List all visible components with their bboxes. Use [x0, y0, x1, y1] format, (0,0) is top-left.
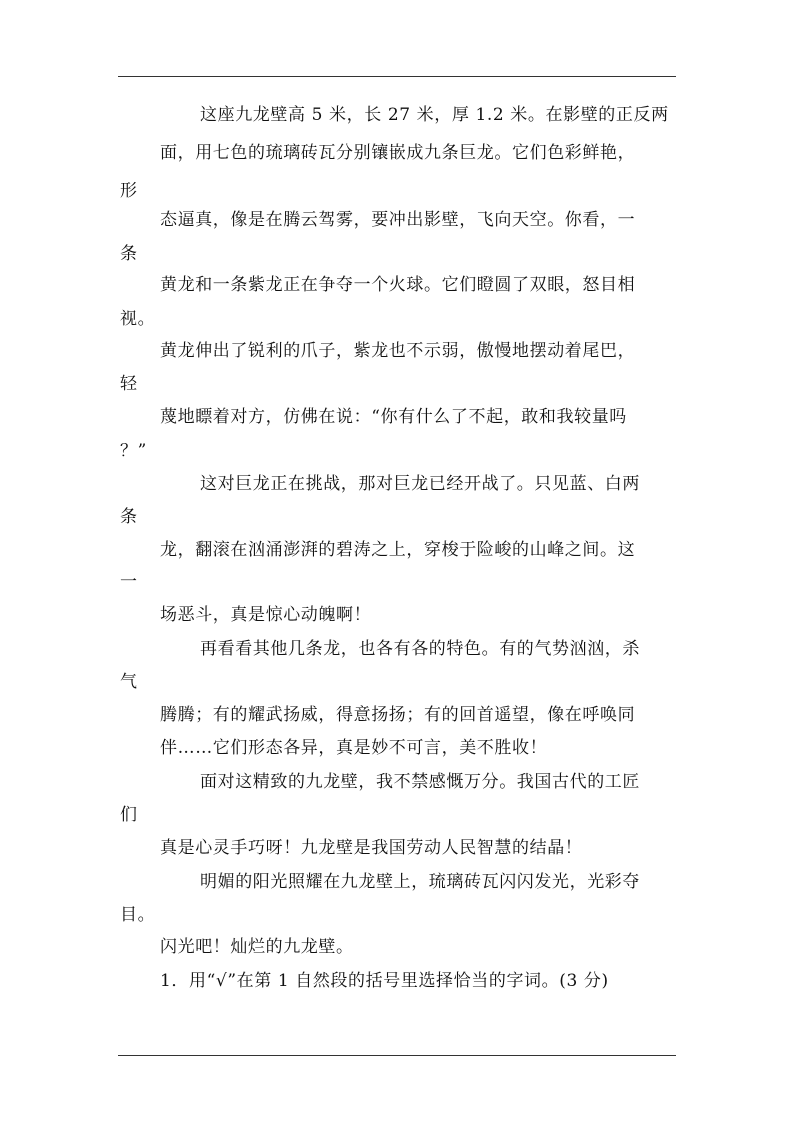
- text-line: 目。: [120, 905, 156, 925]
- text-line: 条: [120, 507, 138, 527]
- text-line: 这座九龙壁高 5 米，长 27 米，厚 1.2 米。在影壁的正反两: [200, 105, 669, 125]
- text-line: 轻: [120, 374, 138, 394]
- footer-rule: [118, 1055, 676, 1056]
- text-line: 伴……它们形态各异，真是妙不可言，美不胜收！: [160, 738, 548, 758]
- text-line: 们: [120, 805, 138, 825]
- text-line: 闪光吧！灿烂的九龙壁。: [160, 937, 354, 957]
- text-line: 场恶斗，真是惊心动魄啊！: [160, 605, 372, 625]
- text-line: 龙，翻滚在汹涌澎湃的碧涛之上，穿梭于险峻的山峰之间。这: [160, 540, 636, 560]
- text-line: 态逼真，像是在腾云驾雾，要冲出影壁，飞向天空。你看，一: [160, 210, 636, 230]
- text-line: 一: [120, 572, 138, 592]
- text-line: 黄龙和一条紫龙正在争夺一个火球。它们瞪圆了双眼，怒目相: [160, 275, 636, 295]
- text-line: 面，用七色的琉璃砖瓦分别镶嵌成九条巨龙。它们色彩鲜艳，: [160, 143, 636, 163]
- text-line: 这对巨龙正在挑战，那对巨龙已经开战了。只见蓝、白两: [200, 474, 640, 494]
- text-line: 条: [120, 244, 138, 264]
- text-line: 气: [120, 672, 138, 692]
- text-line: 形: [120, 181, 138, 201]
- text-line: 明媚的阳光照耀在九龙壁上，琉璃砖瓦闪闪发光，光彩夺: [200, 872, 640, 892]
- text-line: 蔑地瞟着对方，仿佛在说：“你有什么了不起，敢和我较量吗: [160, 407, 627, 427]
- text-line: 黄龙伸出了锐利的爪子，紫龙也不示弱，傲慢地摆动着尾巴，: [160, 341, 636, 361]
- question-1: 1．用“√”在第 1 自然段的括号里选择恰当的字词。(3 分): [160, 971, 609, 991]
- text-line: ？”: [120, 441, 147, 461]
- text-line: 再看看其他几条龙，也各有各的特色。有的气势汹汹，杀: [200, 639, 640, 659]
- text-line: 腾腾；有的耀武扬威，得意扬扬；有的回首遥望，像在呼唤同: [160, 705, 636, 725]
- header-rule: [118, 76, 676, 77]
- text-line: 面对这精致的九龙壁，我不禁感慨万分。我国古代的工匠: [200, 772, 640, 792]
- text-line: 视。: [120, 309, 156, 329]
- text-line: 真是心灵手巧呀！九龙壁是我国劳动人民智慧的结晶！: [160, 838, 583, 858]
